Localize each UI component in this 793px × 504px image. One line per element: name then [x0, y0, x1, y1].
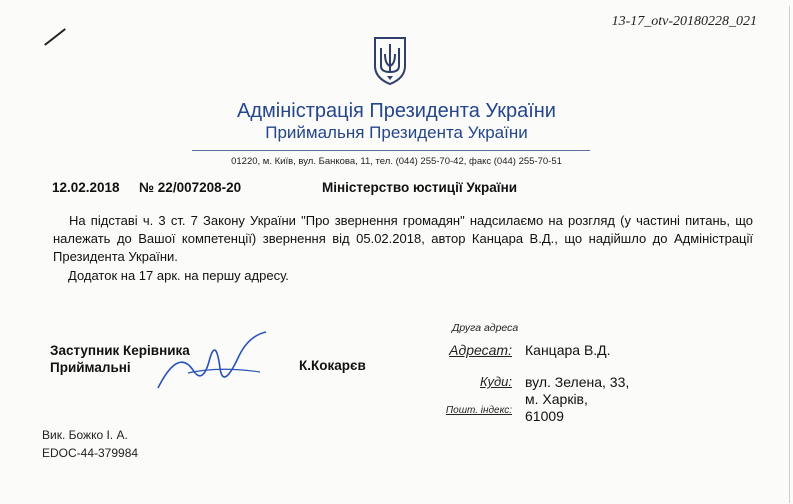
body-paragraph: На підставі ч. 3 ст. 7 Закону України "Про звернення громадян" надсилаємо на розгляд (у частині питань, що належать до Вашої компетенції) звернення від 05.02.2018, автор Канцара В.Д., що надійшло до Адміністрації Президента України.: [53, 213, 753, 264]
attachment-note: Додаток на 17 арк. на першу адресу.: [68, 268, 289, 283]
signatory-title: Заступник Керівника Приймальні: [50, 343, 190, 375]
institution-subtitle: Приймальня Президента України: [265, 123, 528, 142]
page-edge: [8, 6, 790, 503]
addressee-label: Адресат:: [449, 342, 512, 358]
document-date: 12.02.2018: [52, 180, 120, 195]
address-city: м. Харків,: [525, 391, 588, 407]
edoc-number: EDOC-44-379984: [42, 446, 139, 460]
institution-title: Адміністрація Президента України: [237, 100, 556, 122]
document-number: № 22/007208-20: [139, 180, 242, 195]
second-address-heading: Друга адреса: [452, 322, 519, 334]
institution-address: 01220, м. Київ, вул. Банкова, 11, тел. (044) 255-70-42, факс (044) 255-70-51: [231, 156, 562, 167]
recipient: Міністерство юстиції України: [322, 180, 518, 195]
address-street: вул. Зелена, 33,: [525, 374, 630, 390]
postal-label: Пошт. індекс:: [445, 405, 512, 416]
where-label: Куди:: [479, 374, 512, 389]
postal-code: 61009: [525, 408, 564, 424]
executor-name: Вик. Божко І. А.: [42, 428, 128, 442]
document-id: 13-17_otv-20180228_021: [611, 14, 757, 29]
signatory-name: К.Кокарєв: [299, 358, 366, 373]
addressee-value: Канцара В.Д.: [525, 342, 611, 358]
